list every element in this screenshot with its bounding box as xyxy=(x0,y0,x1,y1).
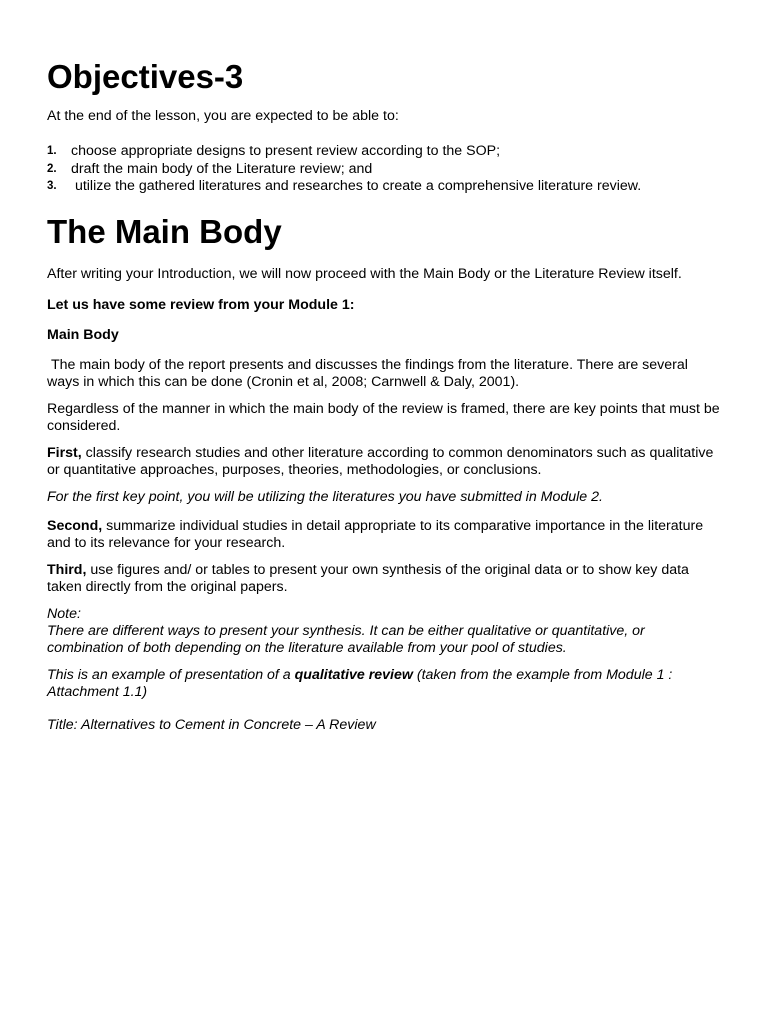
objective-text: utilize the gathered literatures and researches to create a comprehensive literature review. xyxy=(71,178,642,194)
objective-text: draft the main body of the Literature review; and xyxy=(71,160,373,177)
objective-text: choose appropriate designs to present review according to the SOP; xyxy=(71,143,501,159)
second-key-point xyxy=(47,518,722,552)
list-number: 2. xyxy=(47,162,57,175)
objectives-list xyxy=(47,143,722,196)
objectives-title: Objectives-3 xyxy=(47,58,244,95)
objective-item xyxy=(47,178,722,196)
main-body-paragraph-2: Regardless of the manner in which the main body of the review is framed, there are key points that must be considered. xyxy=(47,400,720,434)
third-key-point xyxy=(47,562,722,596)
third-label: Third, xyxy=(47,561,87,578)
list-number: 1. xyxy=(47,145,57,157)
objectives-intro: At the end of the lesson, you are expected to be able to: xyxy=(47,108,399,124)
third-text: use figures and/ or tables to present your own synthesis of the original data or to show key data taken directly from the original papers. xyxy=(47,561,689,595)
second-text: summarize individual studies in detail appropriate to its comparative importance in the literature and to its relevance for your research. xyxy=(47,517,704,551)
first-text: classify research studies and other literature according to common denominators such as qualitative or quantitative approaches, purposes, theories, methodologies, or conclusions. xyxy=(47,444,714,478)
main-body-paragraph-1: The main body of the report presents and discusses the findings from the literature. There are several ways in which this can be done (Cronin et al, 2008; Carnwell & Daly, 2001). xyxy=(47,356,692,390)
list-number: 3. xyxy=(47,180,57,192)
example-pre: This is an example of presentation of a xyxy=(47,666,295,683)
first-label: First, xyxy=(47,444,82,461)
main-body-title: The Main Body xyxy=(47,212,282,250)
objective-item xyxy=(47,161,722,179)
example-paragraph xyxy=(47,667,722,701)
objective-item xyxy=(47,143,722,161)
first-note: For the first key point, you will be utilizing the literatures you have submitted in Module 2. xyxy=(47,488,603,505)
first-key-point xyxy=(47,445,722,479)
example-title: Title: Alternatives to Cement in Concrete – A Review xyxy=(47,716,376,733)
second-label: Second, xyxy=(47,517,103,534)
main-body-intro: After writing your Introduction, we will now proceed with the Main Body or the Literature Review itself. xyxy=(47,265,682,282)
note-label: Note: xyxy=(47,605,81,622)
main-body-subheading: Main Body xyxy=(47,326,119,343)
note-text: There are different ways to present your synthesis. It can be either qualitative or quantitative, or combination of both depending on the literature available from your pool of studies. xyxy=(47,622,645,656)
example-post: (taken from the example from Module 1 : Attachment 1.1) xyxy=(47,666,673,700)
review-heading: Let us have some review from your Module 1: xyxy=(47,296,355,313)
example-bold: qualitative review xyxy=(294,666,413,683)
